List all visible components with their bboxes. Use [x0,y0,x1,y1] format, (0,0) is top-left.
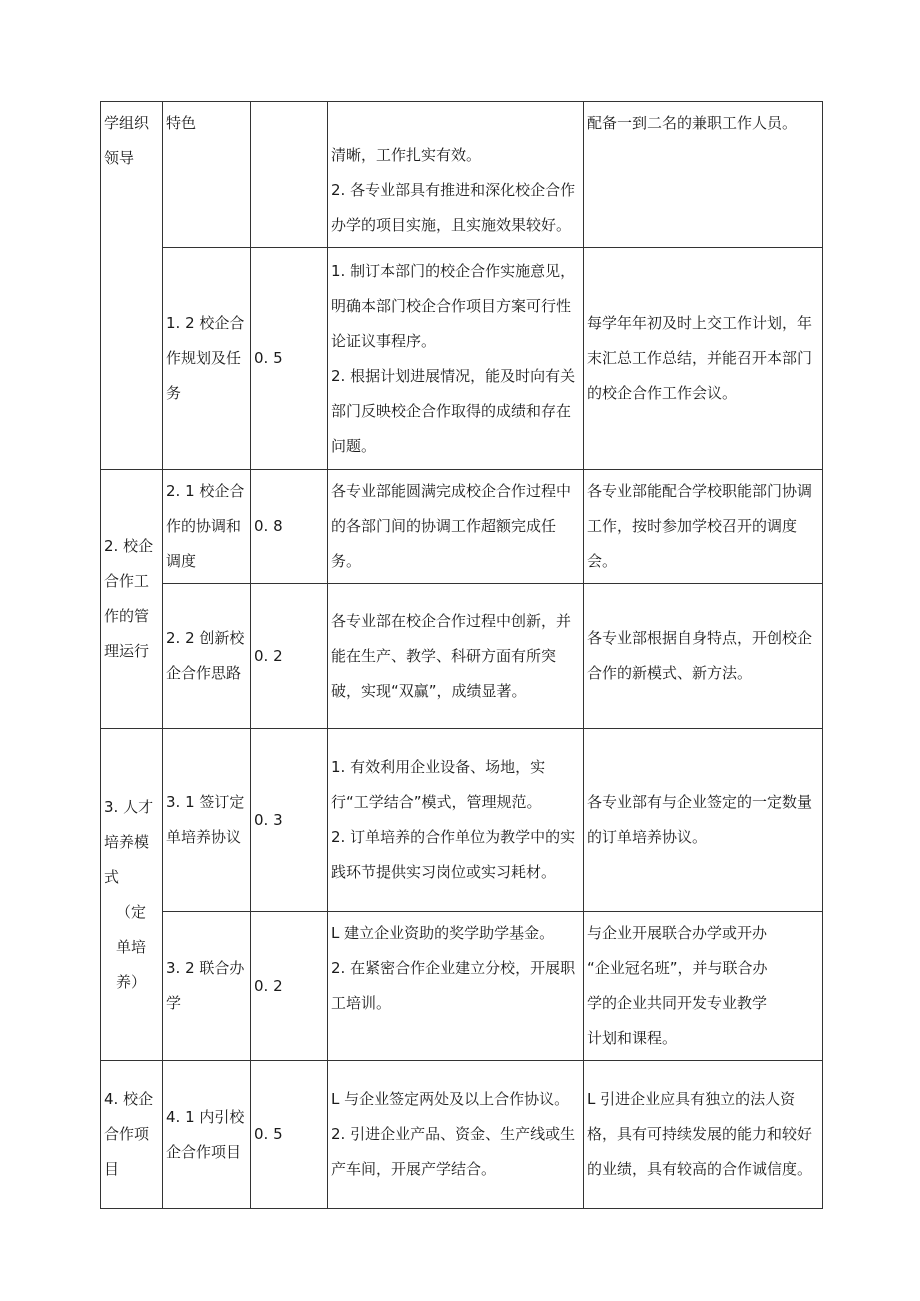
criteria-line: 计划和课程。 [587,1029,678,1047]
standard-line: 清晰，工作扎实有效。 [331,146,482,164]
category-label: 3. 人才培养模式 [104,797,154,886]
criteria-line: 各专业部根据自身特点，开创校企合作的新模式、新方法。 [587,629,813,682]
weight-cell: 0. 5 [251,1061,328,1209]
standard-cell [328,584,584,729]
table-row [101,912,823,1061]
table-row [101,248,823,470]
criteria-line: “企业冠名班”，并与联合办 [587,959,768,977]
criteria-cell [584,248,823,470]
criteria-line: 各专业部有与企业签定的一定数量的订单培养协议。 [587,793,813,846]
weight-cell: 0. 2 [251,584,328,729]
subitem-cell: 特色 [163,102,251,248]
weight-cell [251,102,328,248]
standard-cell [328,248,584,470]
criteria-cell [584,470,823,584]
standard-line: 各专业部在校企合作过程中创新，并能在生产、教学、科研方面有所突破，实现“双赢”，成绩显著。 [331,611,572,700]
category-cell: 4. 校企合作项目 [101,1061,163,1209]
standard-line: L 与企业签定两处及以上合作协议。 [331,1090,570,1108]
subitem-cell: 2. 2 创新校企合作思路 [163,584,251,729]
criteria-line: 配备一到二名的兼职工作人员。 [587,114,798,132]
standard-line: 2. 各专业部具有推进和深化校企合作办学的项目实施，且实施效果较好。 [331,181,576,234]
standard-line: 2. 引进企业产品、资金、生产线或生产车间，开展产学结合。 [331,1125,576,1178]
weight-cell: 0. 8 [251,470,328,584]
subitem-cell: 1. 2 校企合作规划及任务 [163,248,251,470]
category-cell [101,729,163,1061]
table-row [101,584,823,729]
category-note: （定单培养） [116,902,147,991]
criteria-cell [584,584,823,729]
standard-line: 2. 在紧密合作企业建立分校，开展职工培训。 [331,959,576,1012]
criteria-line: 各专业部能配合学校职能部门协调工作，按时参加学校召开的调度会。 [587,482,813,570]
weight-cell: 0. 2 [251,912,328,1061]
subitem-cell: 4. 1 内引校企合作项目 [163,1061,251,1209]
criteria-cell [584,102,823,248]
criteria-line: L 引进企业应具有独立的法人资格，具有可持续发展的能力和较好的业绩，具有较高的合作诚信度。 [587,1090,813,1178]
table-row [101,102,823,248]
criteria-line: 学的企业共同开发专业教学 [587,994,768,1012]
standard-line: 1. 有效利用企业设备、场地，实行“工学结合”模式，管理规范。 [331,758,546,811]
weight-cell: 0. 3 [251,729,328,912]
criteria-cell [584,1061,823,1209]
weight-cell: 0. 5 [251,248,328,470]
criteria-cell [584,729,823,912]
table-row [101,1061,823,1209]
standard-cell [328,912,584,1061]
standard-cell [328,1061,584,1209]
subitem-cell: 2. 1 校企合作的协调和调度 [163,470,251,584]
standard-line: 2. 根据计划进展情况，能及时向有关部门反映校企合作取得的成绩和存在问题。 [331,366,576,455]
standard-line: 各专业部能圆满完成校企合作过程中的各部门间的协调工作超额完成任务。 [331,482,572,570]
standard-line: 2. 订单培养的合作单位为教学中的实践环节提供实习岗位或实习耗材。 [331,828,576,881]
category-cell: 2. 校企合作工作的管理运行 [101,470,163,729]
criteria-line: 每学年年初及时上交工作计划，年末汇总工作总结，并能召开本部门的校企合作工作会议。 [587,314,813,402]
category-cell: 学组织领导 [101,102,163,470]
criteria-cell [584,912,823,1061]
standard-line: L 建立企业资助的奖学助学基金。 [331,924,555,942]
table-row [101,729,823,912]
table-row [101,470,823,584]
subitem-cell: 3. 2 联合办学 [163,912,251,1061]
criteria-line: 与企业开展联合办学或开办 [587,924,768,942]
subitem-cell: 3. 1 签订定单培养协议 [163,729,251,912]
standard-cell [328,470,584,584]
standard-cell [328,102,584,248]
standard-line: 1. 制订本部门的校企合作实施意见，明确本部门校企合作项目方案可行性论证议事程序。 [331,261,576,350]
evaluation-table [100,101,823,1209]
standard-cell [328,729,584,912]
